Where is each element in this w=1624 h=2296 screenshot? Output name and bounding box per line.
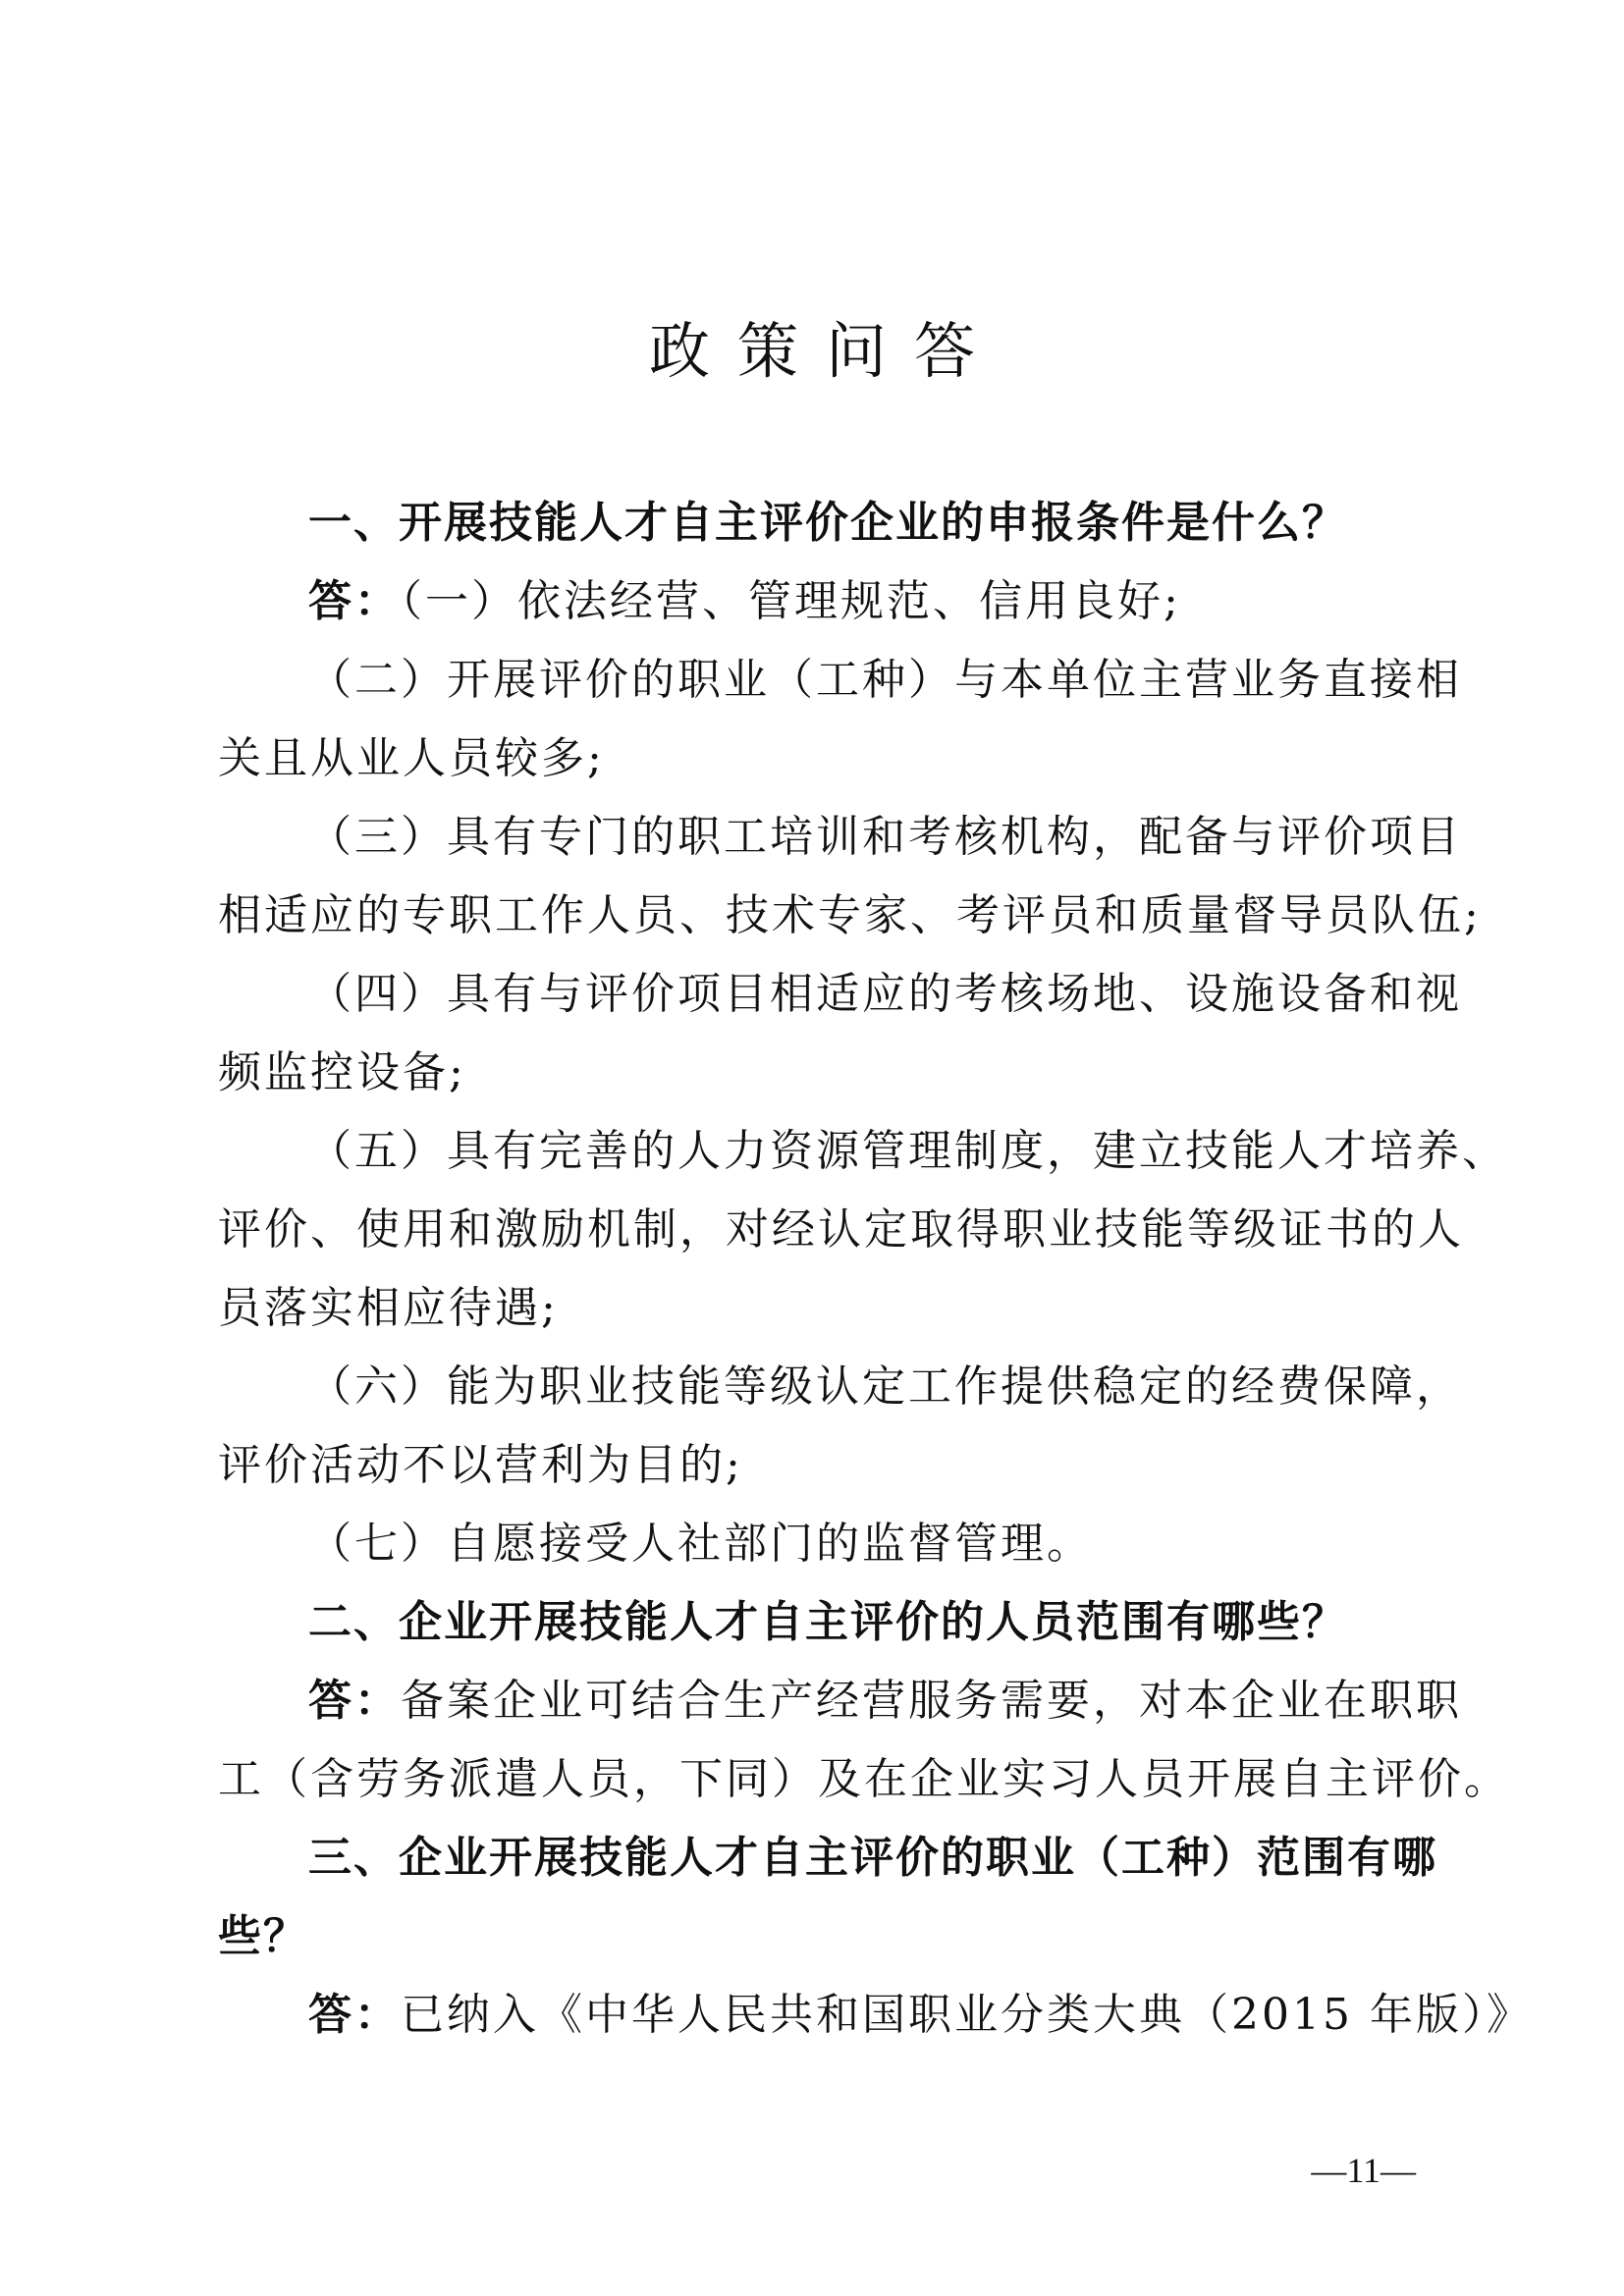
answer-1-item-4-line-1: （四）具有与评价项目相适应的考核场地、设施设备和视 [308,969,1462,1019]
answer-label: 答： [308,576,401,626]
answer-1-item-3-line-1: （三）具有专门的职工培训和考核机构，配备与评价项目 [308,812,1462,862]
answer-1-item-7: （七）自愿接受人社部门的监督管理。 [308,1519,1093,1569]
question-2: 二、企业开展技能人才自主评价的人员范围有哪些？ [308,1597,1347,1647]
answer-1-item-6-line-1: （六）能为职业技能等级认定工作提供稳定的经费保障， [308,1362,1462,1412]
answer-label: 答： [308,1990,401,2040]
answer-text: 备案企业可结合生产经营服务需要，对本企业在职职 [401,1676,1462,1726]
answer-text: 已纳入《中华人民共和国职业分类大典（2015 年版）》 [401,1990,1533,2040]
answer-2-line-2: 工（含劳务派遣人员，下同）及在企业实习人员开展自主评价。 [218,1754,1510,1804]
question-3-line-1: 三、企业开展技能人才自主评价的职业（工种）范围有哪 [308,1833,1437,1883]
question-1: 一、开展技能人才自主评价企业的申报条件是什么？ [308,498,1347,548]
answer-1-item-3-line-2: 相适应的专职工作人员、技术专家、考评员和质量督导员队伍; [218,890,1482,940]
answer-1-item-1 [218,562,1416,641]
answer-text: （一）依法经营、管理规范、信用良好; [401,576,1181,626]
answer-2-line-1 [218,1662,1462,1740]
answer-1-item-5-line-3: 员落实相应待遇; [218,1283,559,1333]
answer-label: 答： [308,1676,401,1726]
page-title: 政策问答 [648,315,1002,387]
answer-3-line-1 [218,1976,1533,2055]
answer-1-item-4-line-2: 频监控设备; [218,1047,466,1097]
answer-1-item-2-line-2: 关且从业人员较多; [218,733,605,783]
question-3-line-2: 些？ [218,1911,308,1961]
answer-1-item-5-line-2: 评价、使用和激励机制，对经认定取得职业技能等级证书的人 [218,1204,1464,1255]
answer-1-item-2-line-1: （二）开展评价的职业（工种）与本单位主营业务直接相 [308,655,1462,705]
answer-1-item-6-line-2: 评价活动不以营利为目的; [218,1440,743,1490]
answer-1-item-5-line-1: （五）具有完善的人力资源管理制度，建立技能人才培养、 [308,1126,1508,1176]
document-body [218,484,1533,2055]
page-number: —11— [1311,2151,1416,2190]
